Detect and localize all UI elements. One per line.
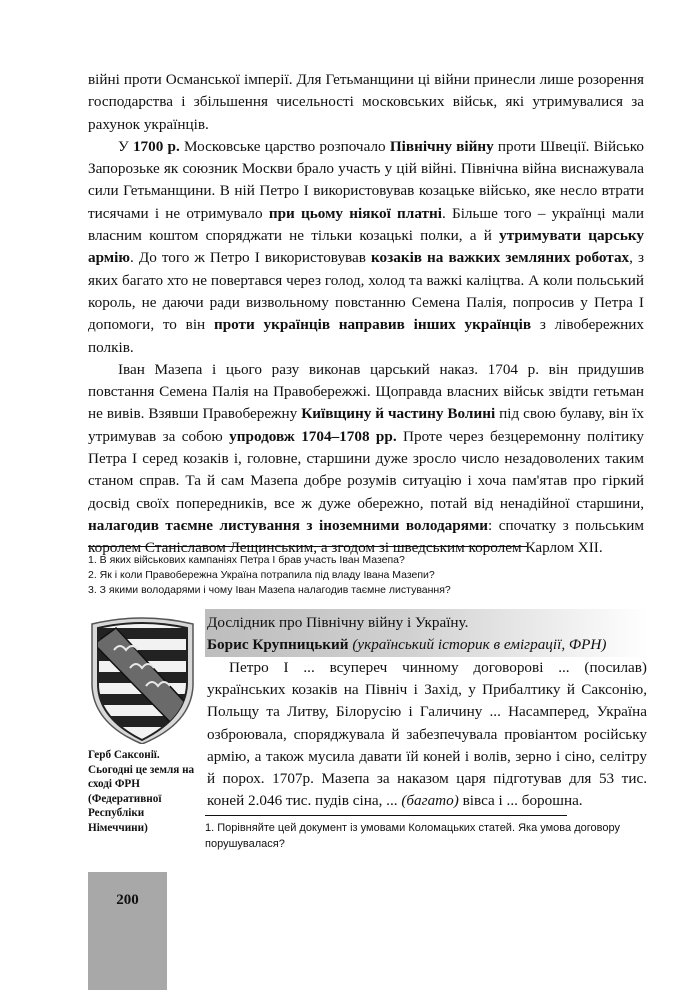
main-text-divider	[88, 546, 527, 547]
source-author-note: (український історик в еміграції, ФРН)	[352, 636, 607, 653]
question-3: 3. З якими володарями і чому Іван Мазепа налагодив таємне листування?	[88, 584, 451, 596]
emphasis-italic: (багато)	[401, 792, 459, 810]
emphasis-bold: Київщину й частину Волині	[301, 405, 496, 423]
review-questions	[88, 553, 648, 598]
source-title: Дослідник про Північну війну і Україну.	[207, 614, 469, 631]
saxony-coat-of-arms-image	[86, 614, 199, 744]
coat-caption: Герб Саксонії. Сьогодні це земля на сході ФРН (Федеративної Республіки Німеччини)	[88, 749, 195, 834]
emphasis-bold: проти українців направив інших українців	[213, 316, 532, 334]
paragraph-1: війні проти Османської імперії. Для Гетьманщини ці війни принесли лише розорення господарства і збільшення чисельності московських військ, які утримувалися за рахунок українців.	[88, 71, 644, 133]
source-quote-paragraph: Петро І ... всупереч чинному договорові ... (посилав) українських козаків на Північ і Захід, у Прибалтику й Саксонію, Польщу та Литву, Білорусію і Галичину ... Насамперед, Україна озброювала, споряджувала й забезпечувала провіантом російську армію, а також мусила давати їй коней і волів, зерно і сіно, селітру й порох. 1707р. Мазепа за наказом царя підготував для 53 тис. коней 2.046 тис. пудів сіна, ... (багато) вівса і ... борошна.	[207, 659, 647, 810]
emphasis-bold: налагодив таємне листування з іноземними володарями	[88, 516, 489, 534]
emphasis-bold: козаків на важких земляних роботах	[370, 249, 630, 267]
paragraph-3: Іван Мазепа і цього разу виконав царський наказ. 1704 р. він придушив повстання Семена Палія на Правобережжі. Щоправда власних військ звідти гетьман не вивів. Взявши Правобережну Київщину й частину Волині під свою булаву, він їх утримував за собою упродовж 1704–1708 рр. Проте через безцеремонну політику Петра І серед козаків і, головне, старшини дуже зросло число незадоволених таким станом справ. Та й сам Мазепа добре розумів ситуацію і хоча пам'ятав про гіркий досвід своїх попередників, все ж дуже обережно, потай від ненадійної старшини, налагодив таємне листування з іноземними володарями: спочатку з польським королем Станіславом Лещинським, а згодом зі шведським королем Карлом XII.	[88, 360, 645, 557]
emphasis-bold: Північну війну	[389, 137, 494, 155]
page-number: 200	[116, 892, 139, 908]
emphasis-bold: упродовж 1704–1708 рр.	[229, 427, 397, 445]
source-author-line	[207, 634, 606, 656]
emphasis-bold: при цьому ніякої платні	[268, 204, 442, 222]
source-question: 1. Порівняйте цей документ із умовами Коломацьких статей. Яка умова договору порушувалася?	[205, 822, 620, 850]
question-1: 1. В яких військових кампаніях Петра І брав участь Іван Мазепа?	[88, 554, 405, 566]
question-2: 2. Як і коли Правобережна Україна потрапила під владу Івана Мазепи?	[88, 569, 435, 581]
emphasis-bold: утримувати царську армію	[88, 227, 644, 267]
paragraph-2: У 1700 р. Московське царство розпочало Північну війну проти Швеції. Військо Запорозьке як союзник Москви брало участь у цій війні. Північна війна виснажувала сили Гетьманщини. В ній Петро І використовував козацьке військо, яке несло втрати тисячами і не отримувало при цьому ніякої платні. Більше того – українці мали власним коштом споряджати не тільки козацькі полки, а й утримувати царську армію. До того ж Петро І використовував козаків на важких земляних роботах, з яких багато хто не повертався через голод, холод та важкі каліцтва. А коли польський король, не даючи ради визвольному повстанню Семена Палія, попросив у Петра І допомоги, то він проти українців направив інших українців з лівобережних полків.	[88, 137, 645, 356]
main-text	[88, 69, 644, 560]
source-divider	[205, 815, 567, 816]
emphasis-bold: 1700 р.	[132, 137, 180, 155]
source-author: Борис Крупницький	[207, 636, 349, 653]
source-quote	[207, 657, 647, 812]
page-number-box	[88, 872, 167, 990]
source-box	[205, 609, 648, 810]
